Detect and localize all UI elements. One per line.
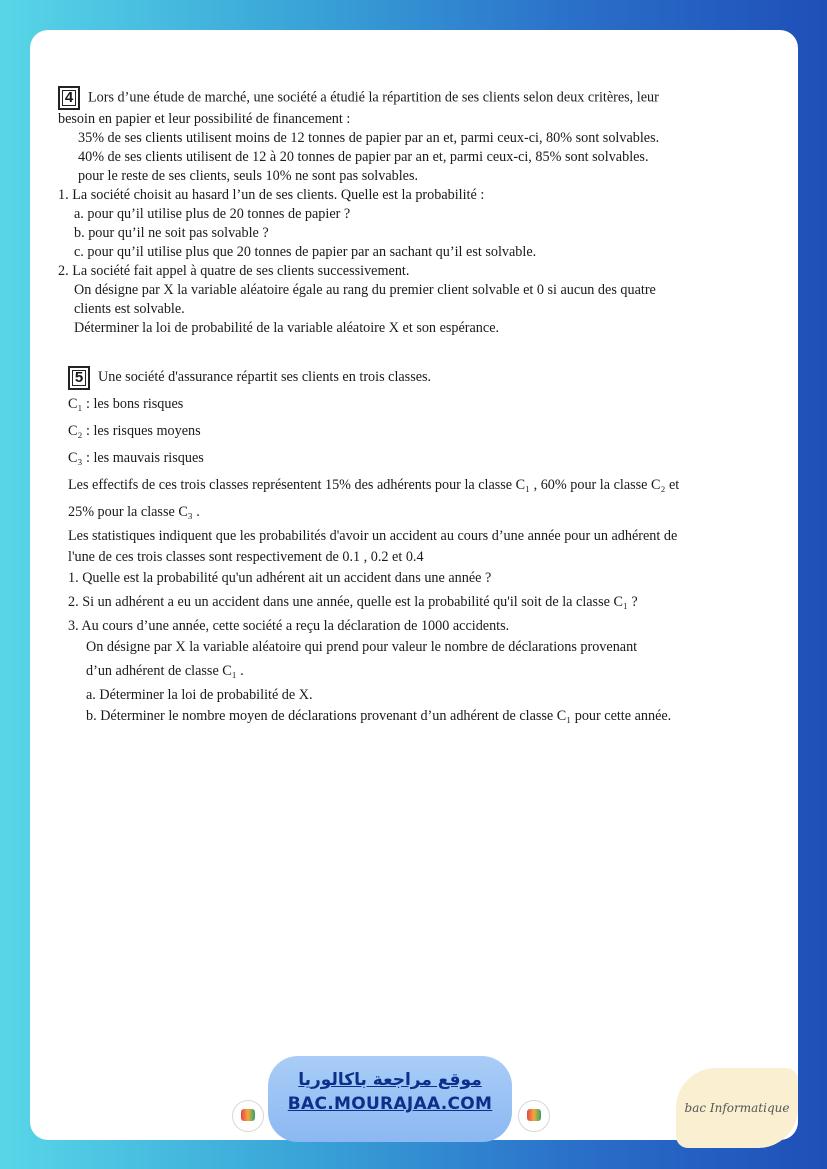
- ex5-line-8: On désigne par X la variable aléatoire qui prend pour valeur le nombre de déclarations provenant: [86, 639, 638, 655]
- ex4-question-1b: b. pour qu’il ne soit pas solvable ?: [74, 225, 269, 241]
- ex4-line-5: pour le reste de ses clients, seuls 10% ne sont pas solvables.: [78, 168, 419, 184]
- exercise-number-5: 5: [68, 366, 90, 390]
- site-logo-left: [232, 1100, 264, 1132]
- ex5-line-3: Les statistiques indiquent que les probabilités d'avoir un accident au cours d’une année pour un adhérent de: [68, 528, 678, 544]
- ex5-line-4: l'une de ces trois classes sont respectivement de 0.1 , 0.2 et 0.4: [68, 549, 424, 565]
- ex4-question-2: 2. La société fait appel à quatre de ses clients successivement.: [58, 263, 410, 279]
- ex5-question-3a: a. Déterminer la loi de probabilité de X.: [86, 687, 313, 703]
- ex4-line-13: Déterminer la loi de probabilité de la variable aléatoire X et son espérance.: [74, 320, 500, 336]
- site-logo-right: [518, 1100, 550, 1132]
- exercise-number-4: 4: [58, 86, 80, 110]
- ex5-question-2: 2. Si un adhérent a eu un accident dans une année, quelle est la probabilité qu'il soit de la classe C₁ ?: [68, 594, 638, 610]
- ex4-question-1: 1. La société choisit au hasard l’un de ses clients. Quelle est la probabilité :: [58, 187, 485, 203]
- ex4-question-1a: a. pour qu’il utilise plus de 20 tonnes de papier ?: [74, 206, 351, 222]
- ex5-class-2: C₂ : les risques moyens: [68, 423, 201, 439]
- ex5-class-1: C₁ : les bons risques: [68, 396, 184, 412]
- ex5-question-3: 3. Au cours d’une année, cette société a reçu la déclaration de 1000 accidents.: [68, 618, 510, 634]
- ex4-line-12: clients est solvable.: [74, 301, 185, 317]
- book-icon: [241, 1109, 255, 1121]
- ex4-line-2: besoin en papier et leur possibilité de financement :: [58, 111, 351, 127]
- footer-url-link[interactable]: BAC.MOURAJAA.COM: [287, 1094, 493, 1114]
- bac-informatique-badge: bac Informatique: [676, 1068, 798, 1148]
- ex4-line-1: Lors d’une étude de marché, une société a étudié la répartition de ses clients selon deux critères, leur: [88, 89, 659, 106]
- ex5-class-3: C₃ : les mauvais risques: [68, 450, 204, 466]
- exercise-5: [58, 364, 778, 727]
- exercise-4: [58, 86, 778, 338]
- footer-arabic-title: موقع مراجعة باكالوريا: [298, 1070, 482, 1090]
- document-content: [58, 86, 778, 727]
- ex5-intro: Une société d'assurance répartit ses clients en trois classes.: [98, 369, 432, 385]
- footer-banner[interactable]: [268, 1056, 512, 1142]
- document-page: [30, 30, 798, 1140]
- ex5-line-2: 25% pour la classe C₃ .: [68, 504, 200, 520]
- ex5-line-9: d’un adhérent de classe C₁ .: [86, 663, 244, 679]
- ex4-line-3: 35% de ses clients utilisent moins de 12 tonnes de papier par an et, parmi ceux-ci, 80% sont solvables.: [78, 130, 660, 146]
- ex5-line-1: Les effectifs de ces trois classes représentent 15% des adhérents pour la classe C₁ , 60% pour la classe C₂ et: [68, 477, 680, 493]
- ex4-line-11: On désigne par X la variable aléatoire égale au rang du premier client solvable et 0 si aucun des quatre: [74, 282, 656, 298]
- ex5-question-1: 1. Quelle est la probabilité qu'un adhérent ait un accident dans une année ?: [68, 570, 492, 586]
- ex4-line-4: 40% de ses clients utilisent de 12 à 20 tonnes de papier par an et, parmi ceux-ci, 85% sont solvables.: [78, 149, 649, 165]
- ex5-question-3b: b. Déterminer le nombre moyen de déclarations provenant d’un adhérent de classe C₁ pour cette année.: [86, 708, 672, 724]
- ex4-question-1c: c. pour qu’il utilise plus que 20 tonnes de papier par an sachant qu’il est solvable.: [74, 244, 537, 260]
- book-icon: [527, 1109, 541, 1121]
